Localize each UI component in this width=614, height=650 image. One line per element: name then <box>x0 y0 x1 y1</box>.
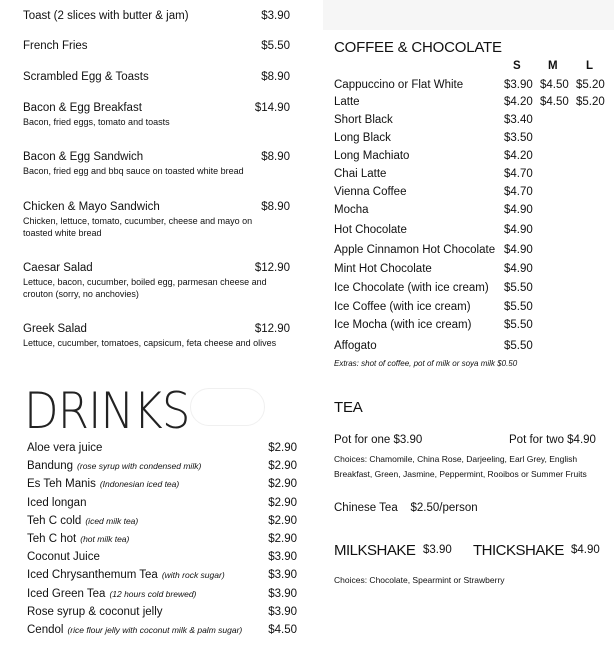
coffee-price-l: $5.20 <box>576 96 605 108</box>
coffee-price-s: $3.40 <box>504 114 533 126</box>
coffee-price-s: $4.90 <box>504 263 533 275</box>
food-item-price: $12.90 <box>254 262 290 274</box>
food-item-name: Chicken & Mayo Sandwich <box>23 201 160 213</box>
right-panel-top-band <box>323 0 614 30</box>
coffee-item-name: Cappuccino or Flat White <box>334 79 464 91</box>
coffee-price-s: $4.70 <box>504 186 533 198</box>
drink-note: (rose syrup with condensed milk) <box>77 461 202 472</box>
food-item-description: Bacon, fried eggs, tomato and toasts <box>23 117 170 127</box>
food-item-name: Bacon & Egg Breakfast <box>23 102 142 114</box>
milkshake-price: $3.90 <box>423 544 452 556</box>
coffee-item-name: Chai Latte <box>334 168 387 180</box>
drink-price: $2.90 <box>268 460 297 473</box>
drinks-heading: DRINKS <box>24 382 190 440</box>
coffee-price-s: $5.50 <box>504 319 533 331</box>
food-item-price: $8.90 <box>261 71 290 83</box>
food-item-name: Caesar Salad <box>23 262 93 274</box>
coffee-price-s: $4.90 <box>504 244 533 256</box>
coffee-price-m: $4.50 <box>540 96 569 108</box>
coffee-item-name: Long Black <box>334 132 391 144</box>
coffee-item-name: Mint Hot Chocolate <box>334 263 432 275</box>
drink-name: Teh C hot <box>27 533 77 545</box>
drink-note: (iced milk tea) <box>85 515 139 526</box>
tea-pot-two: Pot for two $4.90 <box>509 434 596 446</box>
drink-item <box>27 516 138 528</box>
thickshake-label: THICKSHAKE <box>473 542 564 559</box>
size-s: S <box>513 60 521 72</box>
drink-note: (hot milk tea) <box>80 534 130 544</box>
coffee-item-name: Ice Coffee (with ice cream) <box>334 301 471 313</box>
drink-item <box>27 461 201 473</box>
drink-name: Coconut Juice <box>27 551 100 564</box>
drink-note: (12 hours cold brewed) <box>109 588 197 599</box>
coffee-price-s: $4.20 <box>504 150 533 162</box>
coffee-price-s: $4.70 <box>504 168 533 180</box>
food-item-price: $3.90 <box>261 10 290 22</box>
drink-item <box>27 607 163 619</box>
coffee-price-m: $4.50 <box>540 79 569 91</box>
drink-name: Teh C cold <box>27 514 82 527</box>
drink-price: $3.90 <box>268 605 297 618</box>
tea-heading: TEA <box>334 399 363 416</box>
size-l: L <box>586 60 594 72</box>
coffee-item-name: Latte <box>334 96 360 108</box>
coffee-item-name: Long Machiato <box>334 150 410 162</box>
drink-price: $3.90 <box>268 587 297 600</box>
drink-price: $2.90 <box>268 442 297 454</box>
food-item-price: $8.90 <box>261 201 290 213</box>
drink-price: $3.90 <box>268 569 297 582</box>
food-item-description: Lettuce, cucumber, tomatoes, capsicum, feta cheese and olives <box>23 338 277 348</box>
drink-price: $3.90 <box>268 551 297 564</box>
drink-item <box>27 479 179 491</box>
coffee-price-s: $3.50 <box>504 132 533 144</box>
thickshake-price: $4.90 <box>571 544 600 556</box>
drink-price: $2.90 <box>268 478 297 491</box>
drink-item <box>27 443 102 455</box>
food-item-name: French Fries <box>23 40 88 52</box>
coffee-item-name: Ice Chocolate (with ice cream) <box>334 282 489 294</box>
drink-price: $2.90 <box>268 496 297 509</box>
coffee-item-name: Vienna Coffee <box>334 186 407 198</box>
food-item-price: $14.90 <box>254 102 290 114</box>
coffee-item-name: Short Black <box>334 114 393 126</box>
coffee-price-s: $5.50 <box>504 340 533 352</box>
chinese-tea: Chinese Tea $2.50/person <box>334 502 478 514</box>
coffee-heading: COFFEE & CHOCOLATE <box>334 39 502 56</box>
drink-name: Iced longan <box>27 496 87 509</box>
food-item-description: Bacon, fried egg and bbq sauce on toasted white bread <box>23 166 244 176</box>
drink-name: Iced Green Tea <box>27 587 106 600</box>
drink-price: $4.50 <box>268 624 297 636</box>
drink-name: Cendol <box>27 624 64 636</box>
drink-item <box>27 589 196 601</box>
coffee-price-s: $5.50 <box>504 282 533 294</box>
drink-item <box>27 570 225 582</box>
drink-price: $2.90 <box>268 533 297 545</box>
food-item-price: $8.90 <box>261 151 290 163</box>
coffee-item-name: Ice Mocha (with ice cream) <box>334 319 472 331</box>
drink-note: (rice flour jelly with coconut milk & palm sugar) <box>67 625 243 635</box>
drink-price: $2.90 <box>268 514 297 527</box>
drink-name: Rose syrup & coconut jelly <box>27 605 163 618</box>
drink-note: (with rock sugar) <box>161 570 225 581</box>
tea-pot-one: Pot for one $3.90 <box>334 434 423 446</box>
drink-item <box>27 534 129 546</box>
drink-item <box>27 498 86 510</box>
food-item-description: Lettuce, bacon, cucumber, boiled egg, parmesan cheese and crouton (sorry, no anchovies) <box>23 277 267 299</box>
coffee-price-s: $5.50 <box>504 301 533 313</box>
coffee-extras: Extras: shot of coffee, pot of milk or soya milk $0.50 <box>334 359 518 368</box>
food-item-name: Bacon & Egg Sandwich <box>23 151 144 163</box>
food-item-name: Greek Salad <box>23 323 87 335</box>
size-m: M <box>548 60 558 72</box>
drink-name: Aloe vera juice <box>27 442 103 454</box>
coffee-price-s: $4.90 <box>504 204 533 216</box>
coffee-price-l: $5.20 <box>576 79 605 91</box>
drink-name: Es Teh Manis <box>27 478 96 491</box>
food-item-price: $12.90 <box>254 323 290 335</box>
food-item-name: Scrambled Egg & Toasts <box>23 71 149 83</box>
coffee-item-name: Apple Cinnamon Hot Chocolate <box>334 244 496 256</box>
coffee-item-name: Hot Chocolate <box>334 224 407 236</box>
food-item-name: Toast (2 slices with butter & jam) <box>23 10 189 22</box>
coffee-item-name: Mocha <box>334 204 369 216</box>
coffee-price-s: $4.90 <box>504 224 533 236</box>
milkshake-label: MILKSHAKE <box>334 542 416 559</box>
drink-note: (Indonesian iced tea) <box>99 479 180 490</box>
coffee-item-name: Affogato <box>334 340 377 352</box>
drink-name: Iced Chrysanthemum Tea <box>27 569 158 582</box>
coffee-price-s: $3.90 <box>504 79 533 91</box>
coffee-price-s: $4.20 <box>504 96 533 108</box>
tea-choices: Choices: Chamomile, China Rose, Darjeeling, Earl Grey, English Breakfast, Green, Jasmine, Peppermint, Rooibos or Summer Fruits <box>334 454 587 479</box>
food-item-description: Chicken, lettuce, tomato, cucumber, cheese and mayo on toasted white bread <box>23 216 253 238</box>
shake-choices: Choices: Chocolate, Spearmint or Strawberry <box>334 575 505 585</box>
drink-item <box>27 625 242 637</box>
drink-name: Bandung <box>27 460 74 473</box>
drink-item <box>27 552 100 564</box>
food-item-price: $5.50 <box>261 40 290 52</box>
background-watermark <box>190 388 265 426</box>
